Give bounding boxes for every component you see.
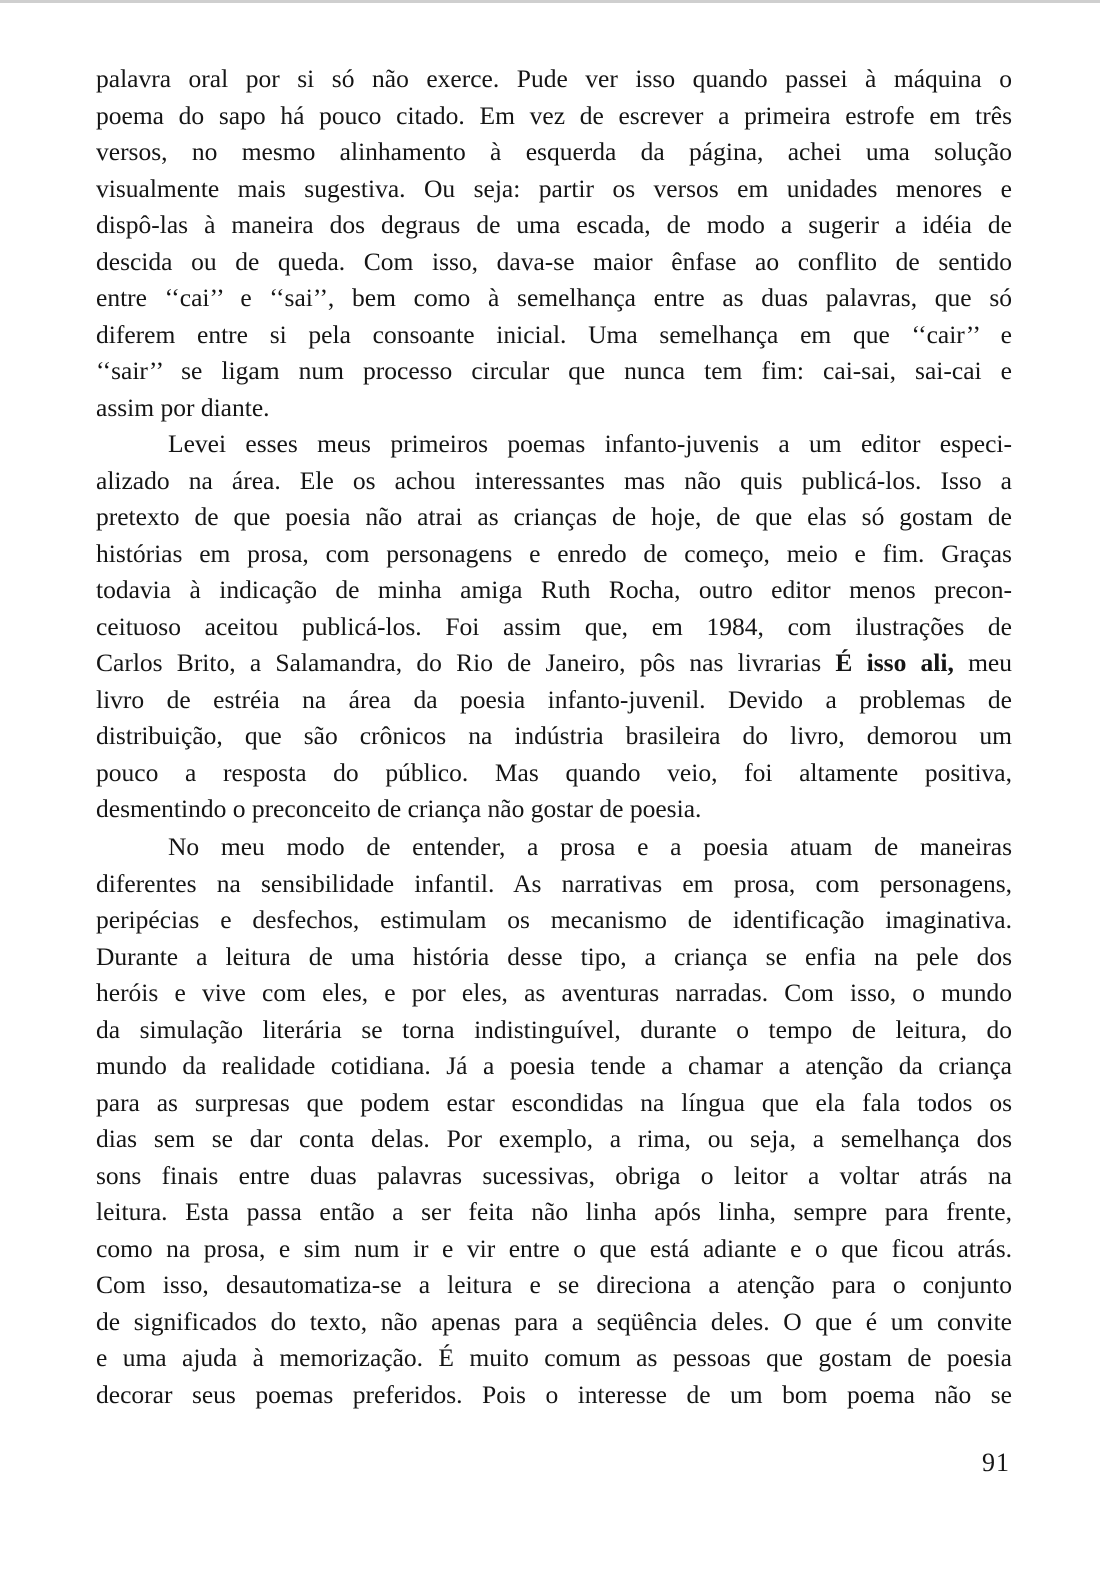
text-line: mundo da realidade cotidiana. Já a poesia tende a chamar a atenção da criança [96,1051,1012,1080]
text-line: como na prosa, e sim num ir e vir entre o que está adiante e o que ficou atrás. [96,1233,1012,1263]
text-line: de significados do texto, não apenas para a seqüência deles. O que é um convite [96,1306,1012,1336]
text-segment: meu [953,648,1012,677]
text-line: da simulação literária se torna indistinguível, durante o tempo de leitura, do [96,1014,1012,1044]
text-line: pretexto de que poesia não atrai as crianças de hoje, de que elas só gostam de [96,502,1012,531]
text-line: visualmente mais sugestiva. Ou seja: partir os versos em unidades menores e [96,173,1012,203]
text-line: desmentindo o preconceito de criança não gostar de poesia. [96,794,702,823]
paragraph-2 [96,426,1012,828]
text-line: diferentes na sensibilidade infantil. As narrativas em prosa, com personagens, [96,868,1012,898]
text-line-with-book-title [96,645,1012,682]
text-line: decorar seus poemas preferidos. Pois o interesse de um bom poema não se [96,1379,1012,1409]
text-line: e uma ajuda à memorização. É muito comum as pessoas que gostam de poesia [96,1343,1012,1372]
text-line: heróis e vive com eles, e por eles, as aventuras narradas. Com isso, o mundo [96,978,1012,1007]
text-line: dias sem se dar conta delas. Por exemplo, a rima, ou seja, a semelhança dos [96,1124,1012,1153]
text-line: peripécias e desfechos, estimulam os mecanismo de identificação imaginativa. [96,905,1012,934]
text-line: para as surpresas que podem estar escondidas na língua que ela fala todos os [96,1087,1012,1117]
text-line: alizado na área. Ele os achou interessantes mas não quis publicá-los. Isso a [96,465,1012,495]
text-line: distribuição, que são crônicos na indústria brasileira do livro, demorou um [96,721,1012,750]
text-line: Durante a leitura de uma história desse tipo, a criança se enfia na pele dos [96,941,1012,971]
text-line: todavia à indicação de minha amiga Ruth Rocha, outro editor menos precon- [96,575,1012,604]
text-line: poema do sapo há pouco citado. Em vez de escrever a primeira estrofe em três [96,100,1012,130]
text-line: livro de estréia na área da poesia infanto-juvenil. Devido a problemas de [96,684,1012,714]
text-line: ceituoso aceitou publicá-los. Foi assim que, em 1984, com ilustrações de [96,611,1012,641]
page-number: 91 [982,1448,1010,1477]
text-line: No meu modo de entender, a prosa e a poesia atuam de maneiras [168,832,1012,861]
text-line: pouco a resposta do público. Mas quando veio, foi altamente positiva, [96,757,1012,787]
text-line: versos, no mesmo alinhamento à esquerda da página, achei uma solução [96,137,1012,166]
text-line: ‘‘sair’’ se ligam num processo circular que nunca tem fim: cai-sai, sai-cai e [96,356,1012,385]
text-line: dispô-las à maneira dos degraus de uma escada, de modo a sugerir a idéia de [96,210,1012,239]
text-line: descida ou de queda. Com isso, dava-se maior ênfase ao conflito de sentido [96,246,1012,276]
text-segment: Carlos Brito, a Salamandra, do Rio de Janeiro, pôs nas livrarias [96,648,836,677]
text-line: sons finais entre duas palavras sucessivas, obriga o leitor a voltar atrás na [96,1160,1012,1190]
text-line: assim por diante. [96,392,270,422]
text-line: Levei esses meus primeiros poemas infanto-juvenis a um editor especi- [168,429,1012,458]
text-line: entre ‘‘cai’’ e ‘‘sai’’, bem como à semelhança entre as duas palavras, que só [96,283,1012,312]
text-line: diferem entre si pela consoante inicial. Uma semelhança em que ‘‘cair’’ e [96,319,1012,349]
text-line: histórias em prosa, com personagens e enredo de começo, meio e fim. Graças [96,538,1012,568]
paragraph-1 [96,61,1012,426]
book-title: É isso ali, [835,648,954,677]
text-line: Com isso, desautomatiza-se a leitura e se direciona a atenção para o conjunto [96,1270,1012,1299]
text-line: palavra oral por si só não exerce. Pude ver isso quando passei à máquina o [96,64,1012,93]
paragraph-3 [96,829,1012,1413]
text-line: leitura. Esta passa então a ser feita não linha após linha, sempre para frente, [96,1197,1012,1226]
